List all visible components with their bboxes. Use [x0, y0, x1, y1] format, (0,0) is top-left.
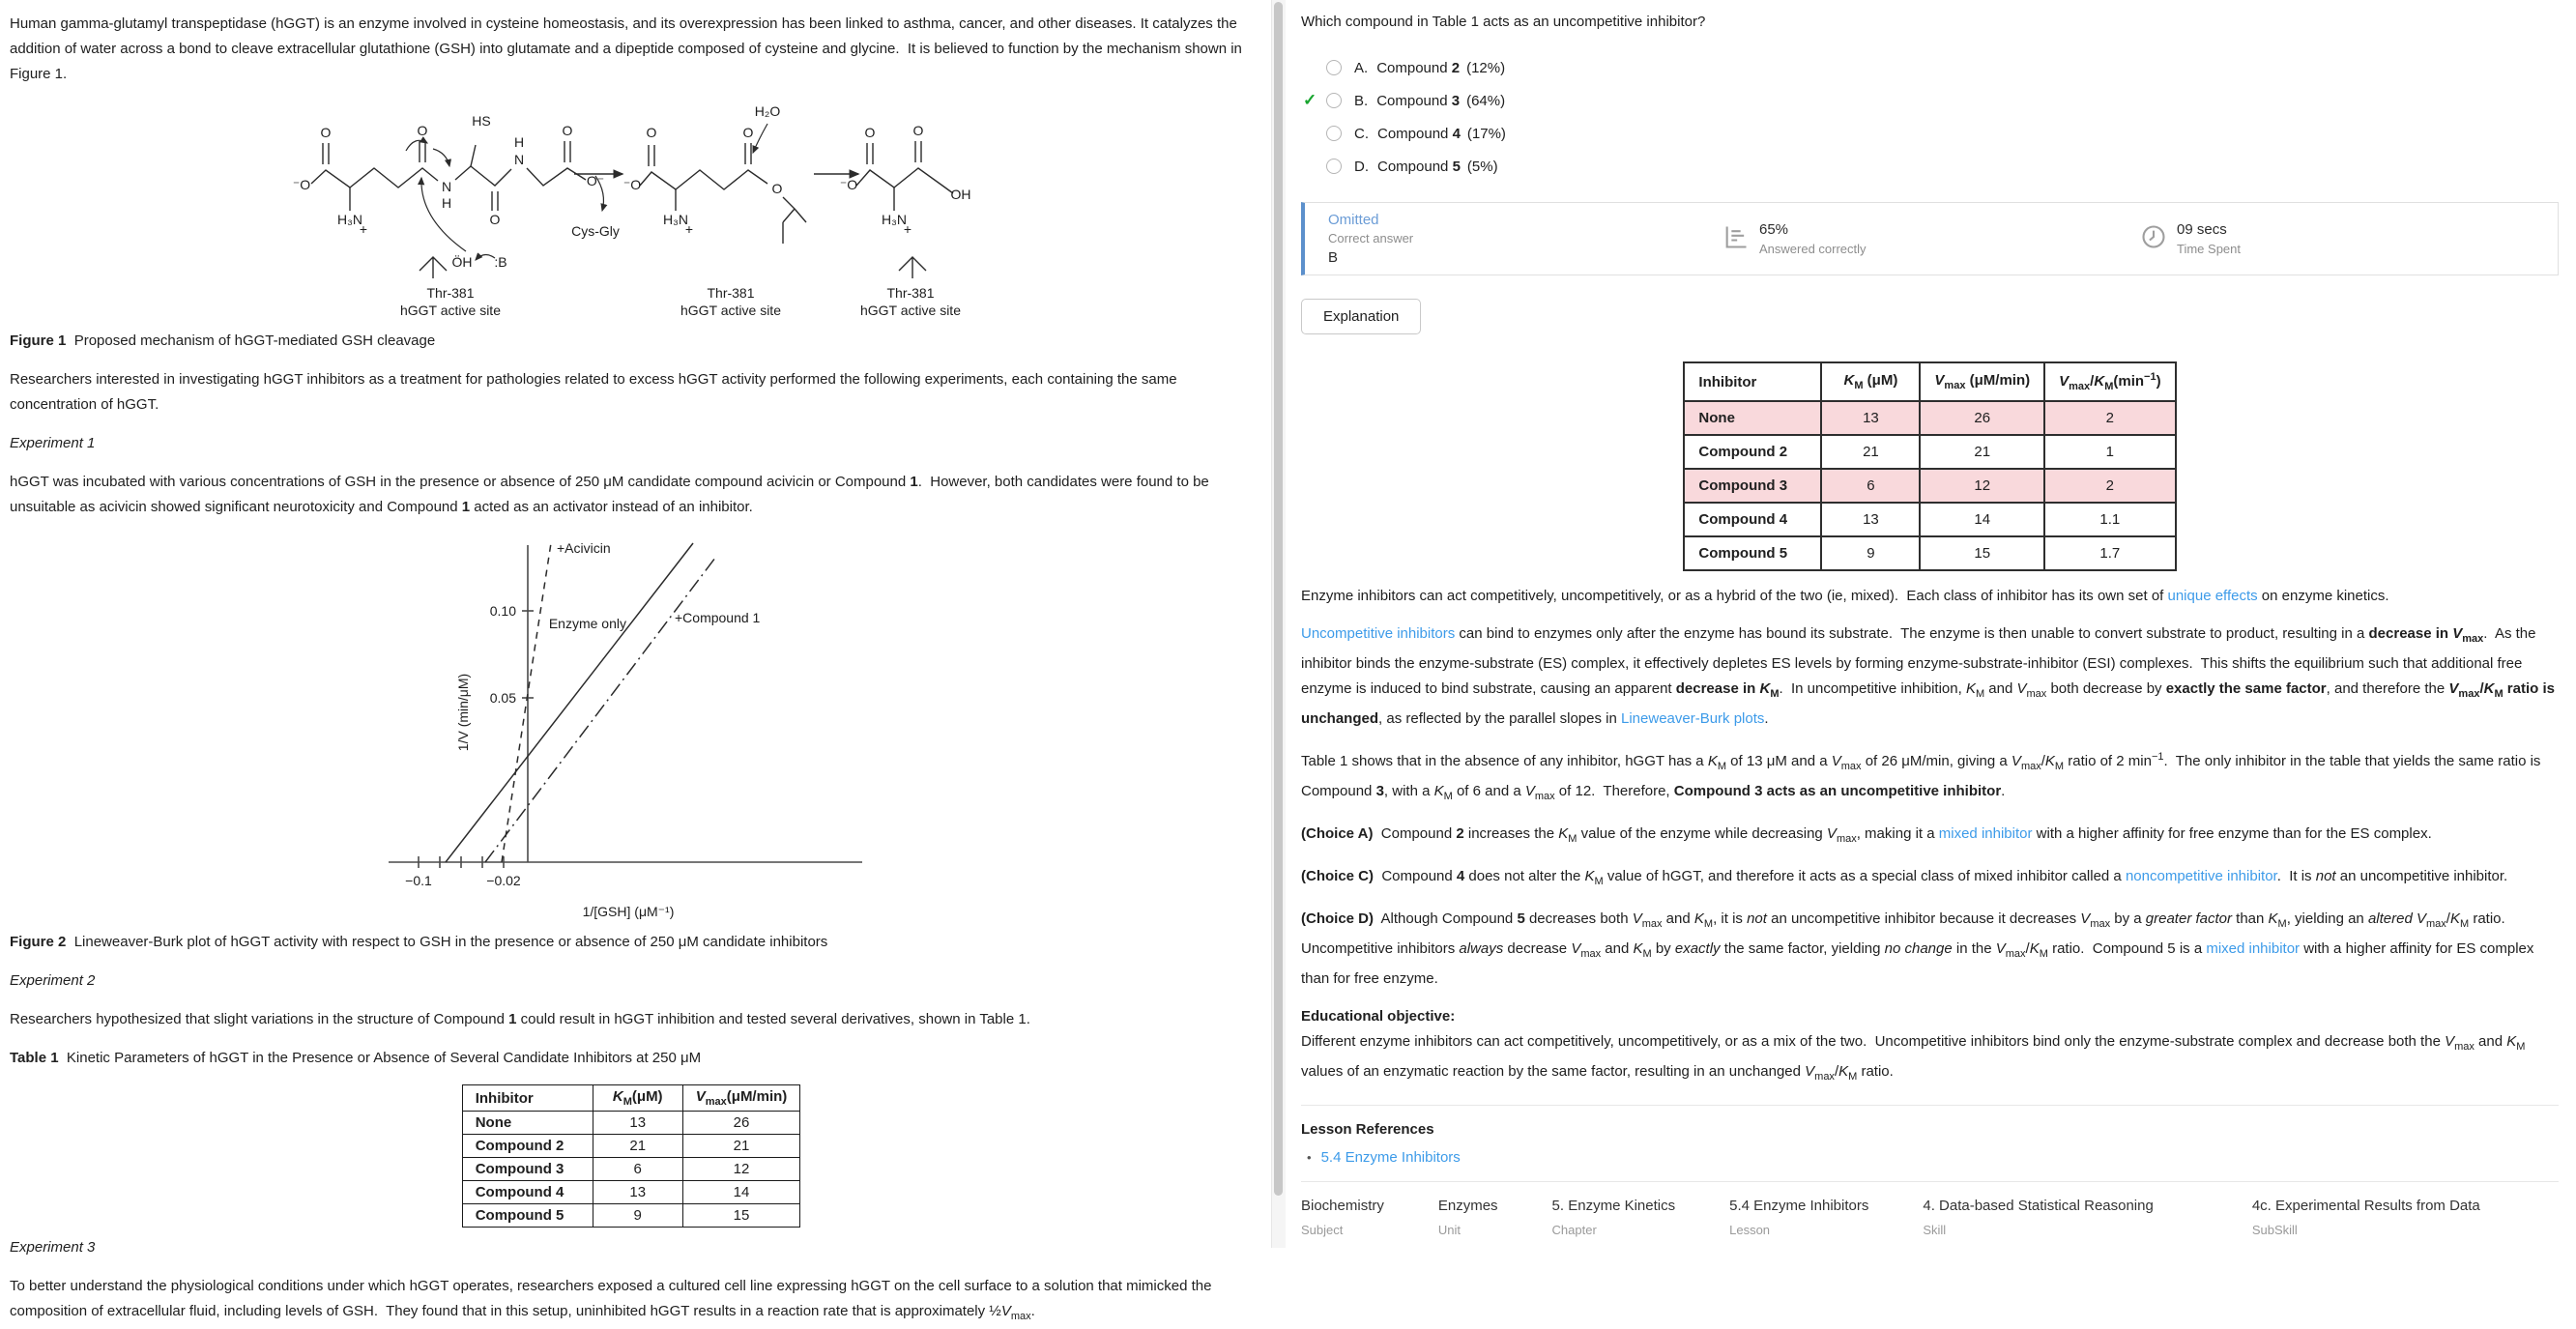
choice-percentage: (17%) [1466, 125, 1506, 142]
table-cell: Compound 3 [1684, 469, 1821, 503]
table-cell: 21 [1821, 435, 1920, 469]
footer-value: 5.4 Enzyme Inhibitors [1729, 1198, 1869, 1214]
figure-label: 0.05 [489, 690, 516, 706]
figure-label: O⁻ [586, 173, 605, 188]
footer-chapter [1552, 1198, 1676, 1237]
table-cell: 12 [1920, 469, 2044, 503]
passage-paragraph-1: Human gamma-glutamyl transpeptidase (hGGT) is an enzyme involved in cysteine homeostasis, and its overexpression has been linked to asthma, cancer, and other diseases. It catalyzes the addition of water across a bond to cleave extracellular glutathione (GSH) into glutamate and a dipeptide composed of cysteine and glycine. It is believed to function by the mechanism shown in Figure 1. [10, 15, 1242, 82]
experiment2-heading: Experiment 2 [10, 972, 96, 989]
clock-icon [2140, 223, 2167, 250]
series-enzyme-only [446, 543, 693, 862]
figure1-mechanism [273, 101, 978, 321]
figure-label: Thr-381 [707, 285, 755, 301]
time-spent-label: Time Spent [2177, 242, 2241, 256]
figure1-caption: Figure 1 Proposed mechanism of hGGT-mediated GSH cleavage [10, 332, 436, 349]
figure2-caption: Figure 2 Lineweaver-Burk plot of hGGT activity with respect to GSH in the presence or absence of 250 μM candidate inhibitors [10, 934, 828, 950]
figure-label: O [771, 181, 783, 196]
table-row [1684, 469, 2175, 503]
footer-lesson [1729, 1198, 1868, 1237]
figure-label: 0.10 [489, 603, 516, 619]
figure-label: N [441, 179, 452, 194]
table-cell: 13 [593, 1181, 682, 1204]
table-cell: 15 [682, 1204, 800, 1228]
figure-label: hGGT active site [399, 303, 502, 318]
choice-percentage: (12%) [1466, 59, 1506, 76]
correct-answer-value: B [1328, 249, 1339, 266]
passage-paragraph-5: To better understand the physiological conditions under which hGGT operates, researchers exposed a cultured cell line expressing hGGT on the cell surface to a solution that mimicked the composition of extracellular fluid, including levels of GSH. They found that in this setup, uninhibited hGGT results in a reaction rate that is approximately $\frac{1}{2}V_{max}$. [10, 1278, 1212, 1322]
passage-scrollbar[interactable] [1271, 0, 1286, 1248]
breadcrumb-footer [1301, 1181, 2559, 1237]
choice-percentage: (64%) [1466, 92, 1506, 109]
choice-b[interactable] [1303, 84, 2559, 117]
table-cell: 21 [1920, 435, 2044, 469]
footer-label: Subject [1301, 1223, 1344, 1237]
passage-paragraph-2: Researchers interested in investigating hGGT inhibitors as a treatment for pathologies related to excess hGGT activity performed the following experiments, each containing the same concentration of hGGT. [10, 371, 1177, 413]
choice-percentage: (5%) [1466, 158, 1498, 175]
passage-panel [0, 0, 1286, 1322]
table-row [462, 1204, 800, 1228]
figure-label: O [417, 123, 428, 138]
unique-effects-link[interactable]: unique effects [2167, 588, 2258, 604]
uncompetitive-inhibitors-link[interactable]: Uncompetitive inhibitors [1301, 625, 1456, 642]
table-cell: 9 [593, 1204, 682, 1228]
explanation-table-header-row [1684, 362, 2175, 401]
status-omitted: Omitted [1328, 212, 1379, 228]
figure-label: O [912, 123, 924, 138]
explanation-choice-a: (Choice A) Compound 2 increases the $K_M$ value of the enzyme while decreasing $V_{max}$, making it a mixed inhibitor with a higher affinity for free enzyme than for the ES complex. [1301, 825, 2432, 845]
figure2-lineweaver-burk-plot [242, 534, 880, 922]
choice-a[interactable] [1303, 51, 2559, 84]
figure-label: O [489, 212, 501, 227]
figure-label: 1/V (min/μM) [455, 673, 471, 752]
table-cell: 14 [1920, 503, 2044, 536]
footer-value: Biochemistry [1301, 1198, 1384, 1214]
tab-explanation[interactable]: Explanation [1301, 299, 1421, 334]
choice-label: Compound 4 [1377, 125, 1461, 142]
table-cell: 1 [2044, 435, 2175, 469]
footer-value: 4c. Experimental Results from Data [2251, 1198, 2480, 1214]
divider [1301, 1105, 2559, 1106]
educational-objective-body: Different enzyme inhibitors can act competitively, uncompetitively, or as a mix of the two. Uncompetitive inhibitors bind only the enzyme-substrate complex and decrease both the $V_{max}$ and $K_M$ values of an enzymatic reaction by the same factor, resulting in an unchanged $V_{max}/K_M$ ratio. [1301, 1033, 2526, 1083]
table-cell: 15 [1920, 536, 2044, 570]
table-cell: Compound 5 [1684, 536, 1821, 570]
column-header: $K_M(\mu M)$ [593, 1085, 682, 1112]
radio-choice-d[interactable] [1326, 159, 1342, 174]
footer-label: Chapter [1551, 1223, 1597, 1237]
figure-label: :B [494, 254, 507, 270]
table-row [462, 1158, 800, 1181]
table-cell: 12 [682, 1158, 800, 1181]
table-cell: 26 [682, 1112, 800, 1135]
figure-label: −0.02 [486, 873, 521, 888]
choice-d[interactable] [1303, 150, 2559, 183]
table-cell: 26 [1920, 401, 2044, 435]
mixed-inhibitor-link-a[interactable]: mixed inhibitor [1938, 825, 2033, 842]
table-row [462, 1112, 800, 1135]
choice-letter: B. [1354, 92, 1369, 109]
column-header: $K_M$ (μM) [1821, 362, 1920, 401]
educational-objective-heading: Educational objective: [1301, 1008, 1456, 1025]
figure-label: Enzyme only [548, 616, 626, 631]
experiment1-heading: Experiment 1 [10, 435, 96, 451]
table-row [462, 1181, 800, 1204]
table-cell: 2 [2044, 469, 2175, 503]
figure-label: Thr-381 [886, 285, 935, 301]
figure-label: H₃N [337, 212, 362, 227]
bar-chart-icon [1722, 223, 1750, 250]
footer-label: SubSkill [2251, 1223, 2298, 1237]
radio-choice-c[interactable] [1326, 126, 1342, 141]
mixed-inhibitor-link-d[interactable]: mixed inhibitor [2206, 940, 2301, 957]
footer-value: Enzymes [1437, 1198, 1498, 1214]
footer-skill [1923, 1198, 2153, 1237]
water-attack-arrow [753, 124, 767, 153]
glutamate-structure [856, 141, 953, 278]
explanation-choice-c: (Choice C) Compound 4 does not alter the $K_M$ value of hGGT, and therefore it acts as a special class of mixed inhibitor called a noncompetitive inhibitor. It is not an uncompetitive inhibitor. [1301, 868, 2508, 887]
figure-label: −0.1 [405, 873, 432, 888]
lineweaver-burk-link[interactable]: Lineweaver-Burk plots [1621, 710, 1765, 727]
table-cell: Compound 5 [462, 1204, 593, 1228]
figure-label: + [684, 221, 694, 237]
noncompetitive-inhibitor-link[interactable]: noncompetitive inhibitor [2125, 868, 2277, 884]
choice-label: Compound 3 [1376, 92, 1461, 109]
choice-c[interactable] [1303, 117, 2559, 150]
radio-choice-b[interactable] [1326, 93, 1342, 108]
footer-label: Unit [1437, 1223, 1461, 1237]
footer-value: 4. Data-based Statistical Reasoning [1923, 1198, 2154, 1214]
answer-choices [1303, 51, 2559, 183]
table-cell: 6 [1821, 469, 1920, 503]
explanation-paragraph-1: Enzyme inhibitors can act competitively, uncompetitively, or as a hybrid of the two (ie, mixed). Each class of inhibitor has its own set of unique effects on enzyme kinetics. [1301, 588, 2389, 604]
column-header: $V_{max}(\mu M/\min)$ [682, 1085, 800, 1112]
table-cell: Compound 3 [462, 1158, 593, 1181]
answered-correctly-pct: 65% [1759, 221, 1789, 238]
figure-label: H₃N [663, 212, 688, 227]
table-row [1684, 435, 2175, 469]
column-header: $V_{max}/K_M(\min^{-1})$ [2044, 362, 2175, 401]
correct-answer-label: Correct answer [1328, 231, 1414, 246]
explanation-paragraph-3: Table 1 shows that in the absence of any inhibitor, hGGT has a $K_M$ of 13 μM and a $V_{max}$ of 26 μM/min, giving a $V_{max}/K_M$ ratio of 2 $\min^{-1}$. The only inhibitor in the table that yields the same ratio is Compound 3, with a $K_M$ of 6 and a $V_{max}$ of 12. Therefore, Compound 3 acts as an uncompetitive inhibitor. [1301, 751, 2541, 802]
footer-label: Skill [1923, 1223, 1947, 1237]
table-cell: 13 [593, 1112, 682, 1135]
footer-subject [1301, 1198, 1384, 1237]
figure-label: O [742, 125, 754, 140]
figure-label: H₂O [754, 103, 781, 119]
result-stats-bar [1301, 202, 2559, 275]
question-text: Which compound in Table 1 acts as an uncompetitive inhibitor? [1301, 14, 1706, 30]
table-cell: Compound 4 [1684, 503, 1821, 536]
table-cell: 1.1 [2044, 503, 2175, 536]
explanation-choice-d: (Choice D) Although Compound 5 decreases both $V_{max}$ and $K_M$, it is not an uncompetitive inhibitor because it decreases $V_{max}$ by a greater factor than $K_M$, yielding an altered $V_{max}/K_M$ ratio. Uncompetitive inhibitors always decrease $V_{max}$ and $K_M$ by exactly the same factor, yielding no change in the $V_{max}/K_M$ ratio. Compound 5 is a mixed inhibitor with a higher affinity for ES complex than for free enzyme. [1301, 910, 2534, 987]
footer-unit [1438, 1198, 1498, 1237]
column-header: $V_{max}$ (μM/min) [1920, 362, 2044, 401]
choice-label: Compound 5 [1377, 158, 1461, 175]
lesson-references-heading: Lesson References [1301, 1121, 1434, 1138]
figure-label: O [646, 125, 657, 140]
figure-label: H [513, 134, 525, 150]
table-cell: None [1684, 401, 1821, 435]
table-row [1684, 401, 2175, 435]
table-cell: 9 [1821, 536, 1920, 570]
experiment3-heading: Experiment 3 [10, 1239, 96, 1256]
choice-letter: A. [1354, 59, 1369, 76]
table-cell: 6 [593, 1158, 682, 1181]
correct-check-icon: ✓ [1303, 91, 1317, 109]
figure-label: hGGT active site [680, 303, 782, 318]
table1-header-row [462, 1085, 800, 1112]
figure-label: +Compound 1 [675, 610, 761, 625]
figure-label: OH [950, 187, 971, 202]
figure-label: ⁻O [622, 177, 642, 192]
passage-scrollbar-thumb[interactable] [1274, 2, 1283, 1196]
answered-correctly-label: Answered correctly [1759, 242, 1867, 256]
explanation-section [1301, 361, 2559, 1089]
figure-label: + [903, 221, 912, 237]
table-cell: Compound 2 [462, 1135, 593, 1158]
time-spent-value: 09 secs [2177, 221, 2227, 238]
table-cell: None [462, 1112, 593, 1135]
figure-label: ÖH [451, 254, 473, 270]
question-panel [1286, 0, 2576, 1248]
figure-label: +Acivicin [557, 540, 611, 556]
table-cell: 14 [682, 1181, 800, 1204]
table1-caption: Table 1 Kinetic Parameters of hGGT in the Presence or Absence of Several Candidate Inhibitors at 250 μM [10, 1050, 702, 1066]
table-row [1684, 536, 2175, 570]
passage-paragraph-4: Researchers hypothesized that slight variations in the structure of Compound 1 could result in hGGT inhibition and tested several derivatives, shown in Table 1. [10, 1011, 1030, 1027]
table1-kinetic-parameters [462, 1084, 801, 1228]
table-cell: Compound 2 [1684, 435, 1821, 469]
explanation-paragraph-2: Uncompetitive inhibitors can bind to enzymes only after the enzyme has bound its substrate. The enzyme is then unable to convert substrate to product, resulting in a decrease in $V_{max}$. As the inhibitor binds the enzyme-substrate (ES) complex, it effectively depletes ES levels by forming enzyme-substrate-inhibitor (ESI) complexes. This shifts the equilibrium such that additional free enzyme is induced to bind substrate, causing an apparent decrease in $K_M$. In uncompetitive inhibition, $K_M$ and $V_{max}$ both decrease by exactly the same factor, and therefore the $V_{max}/K_M$ ratio is unchanged, as reflected by the parallel slopes in Lineweaver-Burk plots. [1301, 625, 2555, 727]
column-header: Inhibitor [462, 1085, 593, 1112]
figure-label: ⁻O [292, 177, 311, 192]
column-header: Inhibitor [1684, 362, 1821, 401]
table-row [462, 1135, 800, 1158]
educational-objective [1301, 1004, 2559, 1089]
table-row [1684, 503, 2175, 536]
table-cell: 2 [2044, 401, 2175, 435]
footer-subskill [2252, 1198, 2480, 1237]
table-cell: Compound 4 [462, 1181, 593, 1204]
table-cell: 21 [593, 1135, 682, 1158]
table-cell: 21 [682, 1135, 800, 1158]
footer-value: 5. Enzyme Kinetics [1551, 1198, 1676, 1214]
series-compound1 [485, 558, 715, 862]
figure-label: O [864, 125, 876, 140]
figure-label: O [320, 125, 332, 140]
figure1-labels [293, 103, 971, 318]
choice-letter: C. [1354, 125, 1369, 142]
lesson-reference-link[interactable]: 5.4 Enzyme Inhibitors [1320, 1149, 1461, 1166]
table-cell: 13 [1821, 503, 1920, 536]
figure-label: Thr-381 [426, 285, 475, 301]
table-cell: 13 [1821, 401, 1920, 435]
table-cell: 1.7 [2044, 536, 2175, 570]
footer-label: Lesson [1729, 1223, 1771, 1237]
figure-label: O [562, 123, 573, 138]
figure-label: N [513, 152, 525, 167]
choice-letter: D. [1354, 158, 1369, 175]
figure-label: H [441, 195, 452, 211]
figure-label: hGGT active site [859, 303, 962, 318]
figure-label: HS [472, 113, 491, 129]
bullet-icon: • [1307, 1150, 1312, 1165]
passage [10, 12, 1253, 1329]
explanation-kinetics-table [1683, 361, 2176, 571]
figure-label: H₃N [882, 212, 907, 227]
passage-paragraph-3: hGGT was incubated with various concentrations of GSH in the presence or absence of 250 μM candidate compound acivicin or Compound 1. However, both candidates were found to be unsuitable as acivicin showed significant neurotoxicity and Compound 1 acted as an activator instead of an inhibitor. [10, 474, 1209, 515]
figure-label: Cys-Gly [571, 223, 620, 239]
figure-label: + [359, 221, 368, 237]
figure-label: ⁻O [839, 177, 858, 192]
radio-choice-a[interactable] [1326, 60, 1342, 75]
choice-label: Compound 2 [1376, 59, 1461, 76]
lesson-reference-item [1307, 1149, 2559, 1166]
figure-label: 1/[GSH] (μM⁻¹) [582, 904, 675, 919]
